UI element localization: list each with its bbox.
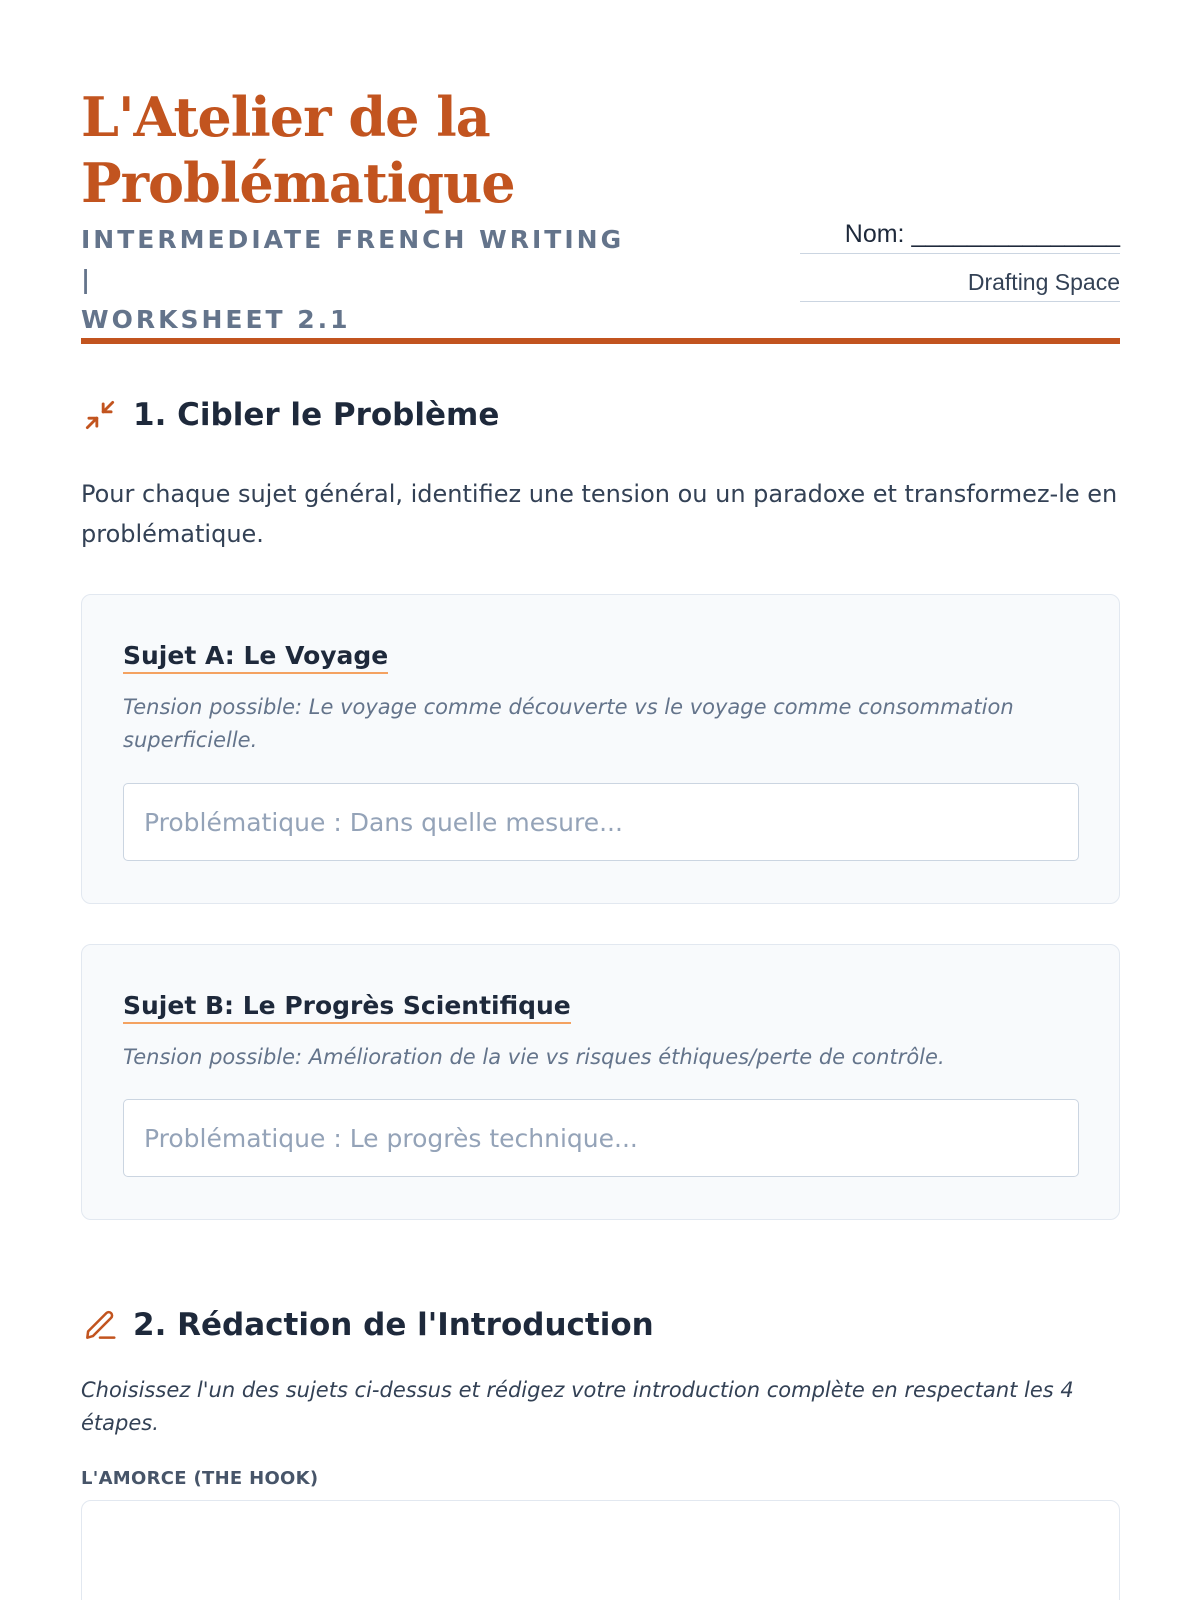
section-1-intro: Pour chaque sujet général, identifiez une tension ou un paradoxe et transformez-le en problématique. <box>81 480 1118 548</box>
target-arrows-icon <box>81 396 119 434</box>
topic-card-hint: Tension possible: Le voyage comme découverte vs le voyage comme consommation superficielle. <box>123 695 1014 752</box>
section-1-heading <box>81 396 499 434</box>
student-meta <box>800 210 1120 302</box>
section-2-heading <box>81 1306 654 1344</box>
topic-card-a <box>81 594 1120 904</box>
topic-card-title: Sujet A: Le Voyage <box>123 641 388 674</box>
course-subtitle <box>81 220 641 340</box>
subtitle-line-2: WORKSHEET 2.1 <box>81 305 351 334</box>
hook-field-label: L'AMORCE (THE HOOK) <box>81 1468 319 1489</box>
section-1-title: 1. Cibler le Problème <box>133 397 500 433</box>
pen-icon <box>81 1306 119 1344</box>
topic-card-title: Sujet B: Le Progrès Scientifique <box>123 991 571 1024</box>
drafting-space-label: Drafting Space <box>800 254 1120 302</box>
title-line-1: L'Atelier de la <box>81 85 490 149</box>
topic-card-hint: Tension possible: Amélioration de la vie vs risques éthiques/perte de contrôle. <box>123 1045 945 1069</box>
worksheet-header <box>81 84 1120 348</box>
name-field-label: Nom: _______________ <box>800 210 1120 254</box>
problematique-input-a[interactable] <box>123 783 1079 861</box>
subtitle-line-1: INTERMEDIATE FRENCH WRITING | <box>81 225 625 294</box>
page-title <box>81 84 781 216</box>
hook-textarea[interactable] <box>81 1500 1120 1600</box>
title-line-2: Problématique <box>81 151 515 215</box>
section-2-instruction: Choisissez l'un des sujets ci-dessus et rédigez votre introduction complète en respectant les 4 étapes. <box>81 1378 1074 1435</box>
topic-card-b <box>81 944 1120 1220</box>
worksheet-page <box>81 0 1120 1600</box>
header-divider <box>81 338 1120 344</box>
problematique-input-b[interactable] <box>123 1099 1079 1177</box>
section-2-title: 2. Rédaction de l'Introduction <box>133 1307 654 1343</box>
